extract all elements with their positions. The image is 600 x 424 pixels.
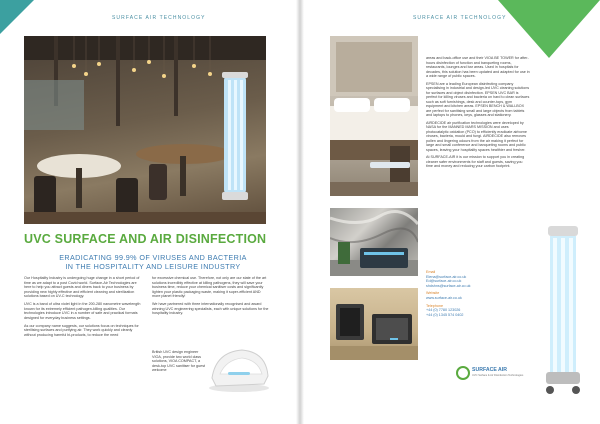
body-column-3: [426, 56, 530, 172]
paragraph: We have partnered with three internationally recognised and award winning UVC engineering specialists, each with unique solutions for the hospitality industry.: [152, 302, 269, 315]
phone-number[interactable]: +44 (0) 7780 123026: [426, 308, 461, 313]
email-link[interactable]: shdshns@surface-air.co.uk: [426, 283, 471, 288]
email-link[interactable]: Ed@surface-air.co.uk: [426, 279, 462, 284]
running-head-left: SURFACE AIR TECHNOLOGY: [112, 15, 206, 21]
page-gutter-shadow: [296, 0, 304, 424]
corner-accent-right: [498, 0, 600, 58]
subhead-line-1: ERADICATING 99.9% OF VIRUSES AND BACTERIA: [59, 253, 247, 262]
telephone-label: Telephone: [426, 303, 444, 308]
email-link[interactable]: Elena@surface-air.co.uk: [426, 274, 467, 279]
running-head-right: SURFACE AIR TECHNOLOGY: [413, 15, 507, 21]
paragraph: EPSEN are a leading European disinfecting company specialising in industrial and design-led UVC cleaning solutions for surfaces and object disinfection. EPSEN UVC BAR is perfect for killing viruses and bacteria on hard to clean surfaces such as soft furnishings, desk and counter-tops, gym equipment and kitchen areas. EPSEN BENCH & WALLBOX are perfect for sanitising small and large objects from tablets and laptops to phones, keys, glasses and stationery.: [426, 81, 530, 117]
air-purifier-photo: [330, 208, 418, 276]
subheadline: [33, 253, 273, 271]
vioa-tower-image: [538, 226, 588, 396]
phone-number[interactable]: +44 (0) 1345 574 0402: [426, 312, 464, 317]
main-headline: UVC SURFACE AND AIR DISINFECTION: [24, 232, 267, 246]
corner-accent-left: [0, 0, 34, 34]
website-link[interactable]: www.surface-air.co.uk: [426, 295, 462, 300]
paragraph: Our Hospitality Industry is undergoing huge change in a short period of time as we adapt to a post Covid world. Surface-Air Technologies are here to help you attract guests and diners back to your business by providing new highly effective and efficient cleaning and sterilization solutions based on UV-C technology.: [24, 276, 140, 298]
paragraph: areas and back-office use and their VIOA BE TOWER for after-hours disinfection of function and banqueting rooms, restaurants, lounges and bar areas. Used in hospitals for decades, this solution has been updated and adapted for use in a wide range of public spaces.: [426, 56, 530, 78]
restaurant-photo: [24, 36, 266, 224]
paragraph: AIRDECIDE air purification technologies were developed by NASA for the MANNED MARS MISSION and uses photocatalytic oxidation (PCO) to efficiently eradicate airborne viruses, bacteria, mould and fungi. AIRDECIDE also removes pollen and lingering odours from the air making it perfect for large and small conference and banqueting rooms and public spaces, leaving your hospitality spaces healthier and fresher.: [426, 120, 527, 152]
email-label: Email: [426, 270, 436, 274]
surface-air-logo: [456, 366, 526, 388]
paragraph: UVC is a band of ultra violet light in the 200-280 nanometre wavelength known for its extremely efficient pathogen-killing qualities. Our technologies introduce UVC in a number of safe and practical formats designed for everyday business settings.: [24, 302, 141, 320]
website-label: Website: [426, 291, 440, 296]
hotel-room-photo: [330, 36, 418, 196]
paragraph: for excessive chemical use. Therefore, not only are our state of the art solutions incredibly effective at killing pathogens, they will save your business time, reduce your chemical sanitiser costs and significantly lighten your plastic packaging waste, making it super-efficient AND more planet friendly!: [152, 276, 267, 298]
body-column-1: [24, 276, 141, 341]
vioa-compact-device-image: [206, 338, 272, 394]
logo-mark-icon: [456, 366, 470, 380]
logo-tagline: UVC Surface & Air Disinfection Technologies: [472, 374, 524, 377]
uvc-boxes-photo: [330, 288, 418, 360]
subhead-line-2: IN THE HOSPITALITY AND LEISURE INDUSTRY: [65, 262, 241, 271]
logo-name: SURFACE AIR: [472, 367, 507, 373]
paragraph: At SURFACE-AIR it is our mission to support you in creating cleaner safer environments for staff and guests, saving you time and money and reducing your carbon footprint.: [426, 155, 525, 168]
paragraph: As our company name suggests, our solutions focus on techniques for sterilising surfaces and purifying air. They work quickly and cleanly without producing harmful bi-products, to reduce the need: [24, 323, 139, 337]
contact-block: [426, 270, 530, 317]
product-caption: British UVC design engineer VIOA, provide two world class solutions, VIOA COMPACT, a desk-top UVC sanitiser for guest welcome: [152, 350, 206, 372]
body-column-2: [152, 276, 269, 319]
